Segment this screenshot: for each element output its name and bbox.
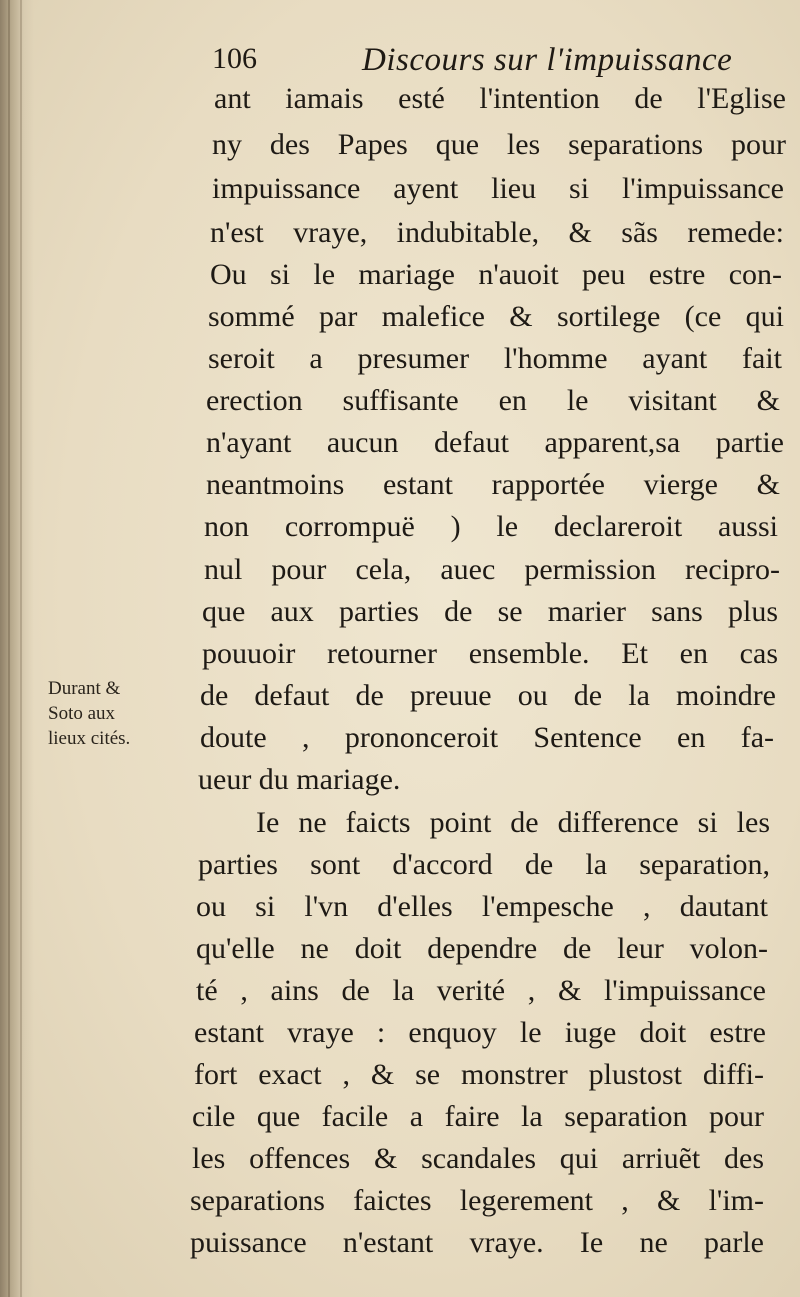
text-line: ueur du mariage. (198, 763, 401, 796)
text-line: puissance n'estant vraye. Ie ne parle (190, 1226, 764, 1259)
margin-note-line: lieux cités. (48, 728, 131, 749)
text-line: ny des Papes que les separations pour (212, 128, 786, 161)
text-line: impuissance ayent lieu si l'impuissance (212, 172, 784, 205)
margin-note (48, 676, 188, 751)
margin-note-line: Durant & (48, 678, 121, 699)
text-line: estant vraye : enquoy le iuge doit estre (194, 1016, 766, 1049)
text-line: non corrompuë ) le declareroit aussi (204, 510, 778, 543)
text-line: qu'elle ne doit dependre de leur volon- (196, 932, 768, 965)
text-line: cile que facile a faire la separation pour (192, 1100, 764, 1133)
text-line: Ie ne faicts point de difference si les (256, 806, 770, 839)
text-line: sommé par malefice & sortilege (ce qui (208, 300, 784, 333)
text-line: separations faictes legerement , & l'im- (190, 1184, 764, 1217)
text-line: ou si l'vn d'elles l'empesche , dautant (196, 890, 768, 923)
text-line: que aux parties de se marier sans plus (202, 595, 778, 628)
page-number: 106 (212, 42, 257, 75)
text-line: n'ayant aucun defaut apparent,sa partie (206, 426, 784, 459)
text-line: pouuoir retourner ensemble. Et en cas (202, 637, 778, 670)
text-line: neantmoins estant rapportée vierge & (206, 468, 780, 501)
text-line: nul pour cela, auec permission recipro- (204, 553, 780, 586)
text-line: parties sont d'accord de la separation, (198, 848, 770, 881)
text-line: n'est vraye, indubitable, & sãs remede: (210, 216, 784, 249)
text-line: de defaut de preuue ou de la moindre (200, 679, 776, 712)
text-line: doute , prononceroit Sentence en fa- (200, 721, 774, 754)
text-line: seroit a presumer l'homme ayant fait (208, 342, 782, 375)
text-line: fort exact , & se monstrer plustost diffi- (194, 1058, 764, 1091)
text-line: té , ains de la verité , & l'impuissance (196, 974, 766, 1007)
text-line: les offences & scandales qui arriuẽt des (192, 1142, 764, 1175)
text-line: erection suffisante en le visitant & (206, 384, 780, 417)
running-head: Discours sur l'impuissance (362, 42, 733, 78)
margin-note-line: Soto aux (48, 703, 116, 724)
text-line: Ou si le mariage n'auoit peu estre con- (210, 258, 782, 291)
text-line: ant iamais esté l'intention de l'Eglise (214, 82, 786, 115)
